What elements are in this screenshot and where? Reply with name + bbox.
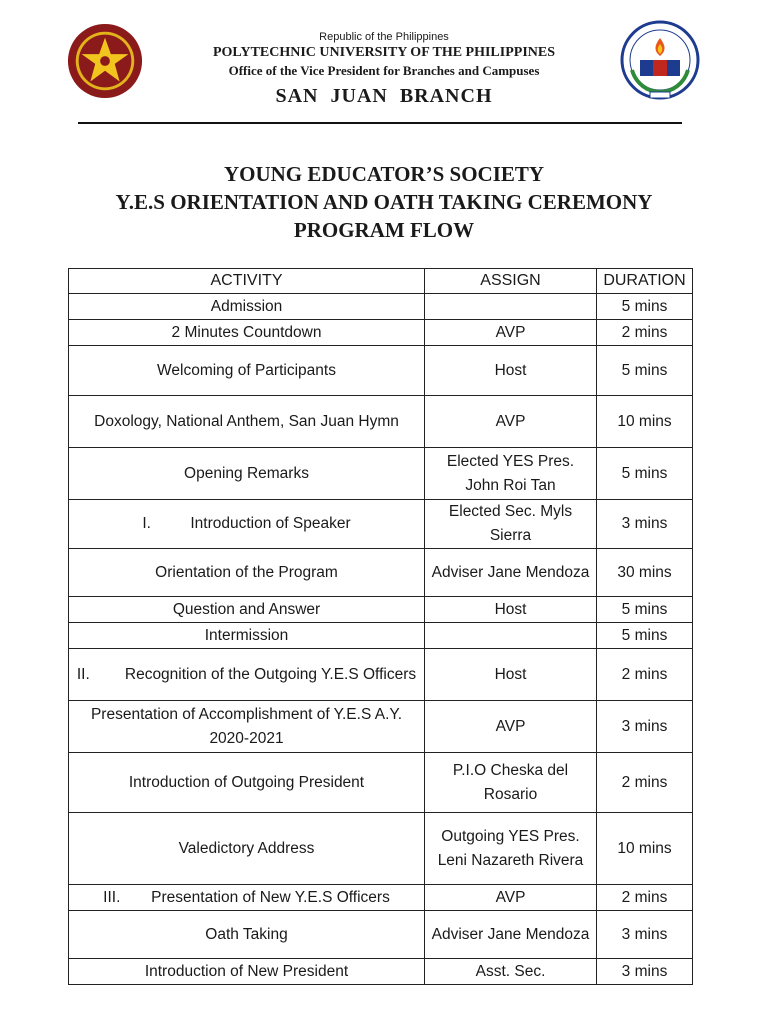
duration-cell: 2 mins (597, 753, 693, 813)
table-row (69, 911, 693, 959)
duration-cell: 2 mins (597, 320, 693, 346)
activity-cell (69, 320, 425, 346)
activity-label: Introduction of Outgoing President (128, 773, 365, 791)
duration-cell: 3 mins (597, 500, 693, 549)
activity-label: Introduction of New President (144, 962, 349, 980)
assign-cell: AVP (425, 396, 597, 448)
activity-label: Question and Answer (172, 600, 321, 618)
table-row (69, 346, 693, 396)
activity-cell (69, 448, 425, 500)
duration-cell: 5 mins (597, 448, 693, 500)
program-flow-title: PROGRAM FLOW (293, 218, 475, 242)
document-header (0, 0, 768, 130)
table-row (69, 448, 693, 500)
activity-number: I. (142, 515, 151, 532)
activity-cell (69, 500, 425, 549)
duration-cell: 5 mins (597, 346, 693, 396)
university-name: POLYTECHNIC UNIVERSITY OF THE PHILIPPINES (212, 45, 556, 60)
duration-header: DURATION (597, 269, 693, 294)
activity-cell (69, 346, 425, 396)
assign-cell: P.I.O Cheska del Rosario (425, 753, 597, 813)
duration-cell: 5 mins (597, 597, 693, 623)
assign-cell: Host (425, 597, 597, 623)
activity-label: Recognition of the Outgoing Y.E.S Officers (124, 665, 417, 683)
table-row (69, 500, 693, 549)
assign-cell: AVP (425, 885, 597, 911)
table-row (69, 294, 693, 320)
pup-seal-logo (66, 22, 144, 100)
assign-cell: Adviser Jane Mendoza (425, 911, 597, 959)
activity-label: Opening Remarks (184, 464, 309, 482)
duration-cell: 2 mins (597, 885, 693, 911)
activity-header: ACTIVITY (69, 269, 425, 294)
table-row (69, 959, 693, 985)
activity-label: Oath Taking (205, 925, 288, 943)
duration-cell: 3 mins (597, 911, 693, 959)
activity-cell (69, 959, 425, 985)
assign-cell: AVP (425, 320, 597, 346)
table-row (69, 320, 693, 346)
table-header-row (69, 269, 693, 294)
assign-cell: Asst. Sec. (425, 959, 597, 985)
activity-cell (69, 549, 425, 597)
activity-number: II. (76, 665, 90, 683)
table-row (69, 649, 693, 701)
assign-cell: Host (425, 346, 597, 396)
activity-label: Valedictory Address (178, 839, 315, 857)
table-row (69, 623, 693, 649)
office-line: Office of the Vice President for Branches and Campuses (228, 63, 540, 78)
duration-cell: 10 mins (597, 813, 693, 885)
assign-cell: Elected Sec. Myls Sierra (425, 500, 597, 549)
activity-cell (69, 396, 425, 448)
duration-cell: 2 mins (597, 649, 693, 701)
program-flow-table (68, 268, 693, 985)
table-row (69, 885, 693, 911)
republic-line: Republic of the Philippines (319, 31, 449, 43)
activity-cell (69, 911, 425, 959)
table-row (69, 701, 693, 753)
table-row (69, 813, 693, 885)
ceremony-title: Y.E.S ORIENTATION AND OATH TAKING CEREMONY (115, 190, 653, 214)
yes-society-logo (620, 20, 700, 104)
activity-cell (69, 623, 425, 649)
duration-cell: 30 mins (597, 549, 693, 597)
assign-cell (425, 294, 597, 320)
assign-cell (425, 623, 597, 649)
table-row (69, 549, 693, 597)
activity-label: Introduction of Speaker (190, 515, 351, 532)
activity-label: Presentation of New Y.E.S Officers (151, 888, 390, 906)
society-title: YOUNG EDUCATOR’S SOCIETY (223, 162, 545, 186)
header-divider (78, 122, 682, 124)
duration-cell: 10 mins (597, 396, 693, 448)
activity-cell (69, 813, 425, 885)
header-text (150, 30, 618, 110)
activity-label: Welcoming of Participants (157, 361, 336, 379)
table-row (69, 753, 693, 813)
assign-cell: Adviser Jane Mendoza (425, 549, 597, 597)
activity-label: Presentation of Accomplishment of Y.E.S A.Y. 2020-2021 (90, 705, 403, 747)
activity-label: 2 Minutes Countdown (171, 323, 322, 341)
assign-cell: Host (425, 649, 597, 701)
table-row (69, 597, 693, 623)
activity-cell (69, 753, 425, 813)
duration-cell: 3 mins (597, 959, 693, 985)
activity-cell (69, 649, 425, 701)
activity-label: Doxology, National Anthem, San Juan Hymn (94, 412, 399, 430)
branch-name: SAN JUAN BRANCH (275, 85, 493, 107)
assign-cell: AVP (425, 701, 597, 753)
activity-cell (69, 597, 425, 623)
activity-cell (69, 701, 425, 753)
document-titles (0, 160, 768, 244)
activity-label: Admission (210, 297, 283, 315)
duration-cell: 3 mins (597, 701, 693, 753)
activity-cell (69, 885, 425, 911)
table-row (69, 396, 693, 448)
assign-cell: Outgoing YES Pres. Leni Nazareth Rivera (425, 813, 597, 885)
activity-cell (69, 294, 425, 320)
assign-cell: Elected YES Pres. John Roi Tan (425, 448, 597, 500)
duration-cell: 5 mins (597, 294, 693, 320)
activity-label: Orientation of the Program (155, 563, 338, 581)
assign-header: ASSIGN (425, 269, 597, 294)
activity-label: Intermission (204, 626, 289, 644)
activity-number: III. (103, 888, 121, 906)
duration-cell: 5 mins (597, 623, 693, 649)
